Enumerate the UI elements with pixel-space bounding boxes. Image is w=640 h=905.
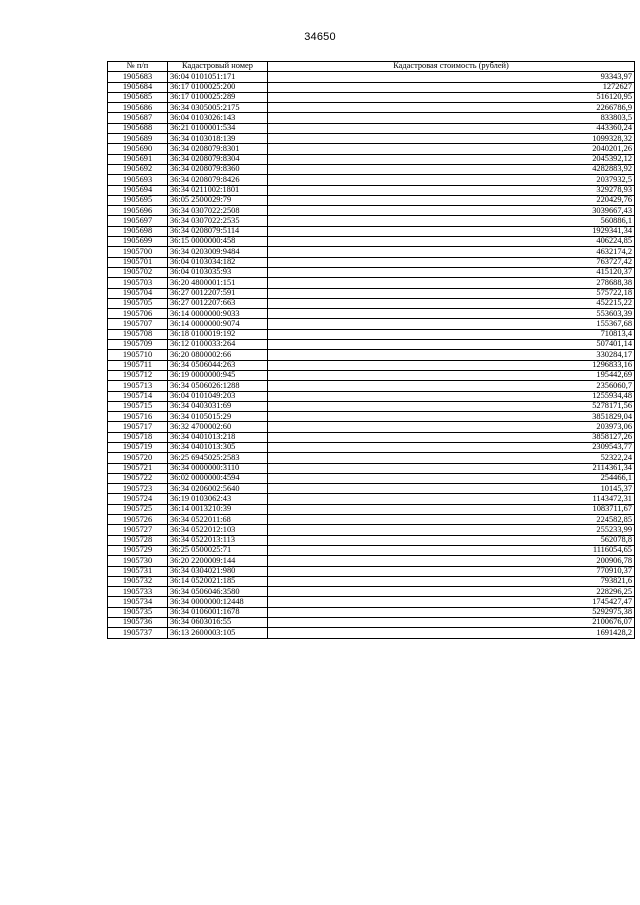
cadastral-number-cell: 36:15 0000000:458 [168, 237, 268, 247]
cadastral-number-cell: 36:27 0012207:591 [168, 288, 268, 298]
cadastral-value-cell: 52322,24 [268, 453, 635, 463]
cadastral-number-cell: 36:20 4800001:151 [168, 278, 268, 288]
cadastral-value-cell: 560886,1 [268, 216, 635, 226]
table-row [108, 587, 635, 597]
cadastral-value-table [107, 61, 635, 639]
cadastral-number-cell: 36:34 0208079:8426 [168, 175, 268, 185]
cadastral-number-cell: 36:34 0401013:218 [168, 432, 268, 442]
table-row [108, 92, 635, 102]
row-index-cell: 1905694 [108, 185, 168, 195]
table-row [108, 360, 635, 370]
cadastral-number-cell: 36:19 0103062:43 [168, 494, 268, 504]
table-row [108, 288, 635, 298]
cadastral-value-cell: 278688,38 [268, 278, 635, 288]
cadastral-number-cell: 36:02 0000000:4594 [168, 473, 268, 483]
row-index-cell: 1905700 [108, 247, 168, 257]
table-row [108, 484, 635, 494]
cadastral-value-cell: 200906,78 [268, 556, 635, 566]
cadastral-value-cell: 203973,06 [268, 422, 635, 432]
cadastral-value-cell: 516120,95 [268, 92, 635, 102]
row-index-cell: 1905689 [108, 134, 168, 144]
cadastral-value-cell: 793821,6 [268, 576, 635, 586]
row-index-cell: 1905723 [108, 484, 168, 494]
cadastral-value-cell: 763727,42 [268, 257, 635, 267]
row-index-cell: 1905683 [108, 72, 168, 82]
row-index-cell: 1905709 [108, 340, 168, 350]
cadastral-number-cell: 36:14 0013210:39 [168, 504, 268, 514]
cadastral-value-cell: 406224,85 [268, 237, 635, 247]
column-header-cadastral-number: Кадастровый номер [168, 62, 268, 72]
cadastral-value-cell: 2040201,26 [268, 144, 635, 154]
row-index-cell: 1905734 [108, 597, 168, 607]
table-row [108, 113, 635, 123]
cadastral-value-cell: 710813,4 [268, 329, 635, 339]
table-row [108, 412, 635, 422]
table-row [108, 556, 635, 566]
table-row [108, 123, 635, 133]
row-index-cell: 1905736 [108, 618, 168, 628]
cadastral-number-cell: 36:34 0206002:5640 [168, 484, 268, 494]
cadastral-number-cell: 36:13 2600003:105 [168, 628, 268, 638]
table-row [108, 607, 635, 617]
cadastral-number-cell: 36:34 0307022:2535 [168, 216, 268, 226]
table-row [108, 247, 635, 257]
cadastral-value-cell: 1272627 [268, 82, 635, 92]
cadastral-number-cell: 36:34 0307022:2508 [168, 206, 268, 216]
row-index-cell: 1905720 [108, 453, 168, 463]
table-row [108, 525, 635, 535]
cadastral-value-cell: 1296833,16 [268, 360, 635, 370]
cadastral-number-cell: 36:34 0401013:305 [168, 442, 268, 452]
table-row [108, 144, 635, 154]
row-index-cell: 1905697 [108, 216, 168, 226]
cadastral-number-cell: 36:34 0105015:29 [168, 412, 268, 422]
table-row [108, 257, 635, 267]
row-index-cell: 1905737 [108, 628, 168, 638]
column-header-index: № п/п [108, 62, 168, 72]
cadastral-number-cell: 36:25 6945025:2583 [168, 453, 268, 463]
table-row [108, 566, 635, 576]
cadastral-number-cell: 36:34 0506046:3580 [168, 587, 268, 597]
table-row [108, 628, 635, 638]
column-header-cadastral-value: Кадастровая стоимость (рублей) [268, 62, 635, 72]
table-row [108, 216, 635, 226]
row-index-cell: 1905726 [108, 515, 168, 525]
row-index-cell: 1905731 [108, 566, 168, 576]
cadastral-value-cell: 10145,37 [268, 484, 635, 494]
cadastral-value-cell: 1083711,67 [268, 504, 635, 514]
cadastral-number-cell: 36:17 0100025:289 [168, 92, 268, 102]
cadastral-number-cell: 36:20 2200009:144 [168, 556, 268, 566]
table-row [108, 442, 635, 452]
cadastral-value-cell: 1099328,32 [268, 134, 635, 144]
cadastral-number-cell: 36:34 0603016:55 [168, 618, 268, 628]
row-index-cell: 1905688 [108, 123, 168, 133]
row-index-cell: 1905713 [108, 381, 168, 391]
table-row [108, 267, 635, 277]
cadastral-number-cell: 36:34 0208079:5114 [168, 226, 268, 236]
table-row [108, 72, 635, 82]
table-row [108, 340, 635, 350]
table-row [108, 432, 635, 442]
cadastral-value-cell: 330284,17 [268, 350, 635, 360]
row-index-cell: 1905714 [108, 391, 168, 401]
page-number: 34650 [304, 31, 336, 43]
cadastral-value-cell: 224582,85 [268, 515, 635, 525]
cadastral-number-cell: 36:25 0500025:71 [168, 545, 268, 555]
table-row [108, 618, 635, 628]
cadastral-value-cell: 4282883,92 [268, 164, 635, 174]
row-index-cell: 1905695 [108, 195, 168, 205]
row-index-cell: 1905703 [108, 278, 168, 288]
cadastral-number-cell: 36:05 2500029:79 [168, 195, 268, 205]
cadastral-value-cell: 452215,22 [268, 298, 635, 308]
cadastral-value-cell: 1745427,47 [268, 597, 635, 607]
cadastral-number-cell: 36:34 0506026:1288 [168, 381, 268, 391]
row-index-cell: 1905698 [108, 226, 168, 236]
row-index-cell: 1905715 [108, 401, 168, 411]
cadastral-number-cell: 36:18 0100019:192 [168, 329, 268, 339]
table-row [108, 576, 635, 586]
row-index-cell: 1905724 [108, 494, 168, 504]
cadastral-number-cell: 36:34 0208079:8301 [168, 144, 268, 154]
cadastral-value-cell: 155367,68 [268, 319, 635, 329]
cadastral-number-cell: 36:34 0522012:103 [168, 525, 268, 535]
row-index-cell: 1905685 [108, 92, 168, 102]
table-row [108, 134, 635, 144]
row-index-cell: 1905727 [108, 525, 168, 535]
row-index-cell: 1905687 [108, 113, 168, 123]
row-index-cell: 1905712 [108, 370, 168, 380]
cadastral-number-cell: 36:14 0000000:9074 [168, 319, 268, 329]
row-index-cell: 1905707 [108, 319, 168, 329]
table-row [108, 370, 635, 380]
cadastral-number-cell: 36:34 0103018:139 [168, 134, 268, 144]
cadastral-value-cell: 575722,18 [268, 288, 635, 298]
cadastral-value-cell: 254466,1 [268, 473, 635, 483]
table-row [108, 298, 635, 308]
row-index-cell: 1905725 [108, 504, 168, 514]
cadastral-number-cell: 36:34 0208079:8360 [168, 164, 268, 174]
table-row [108, 185, 635, 195]
cadastral-value-cell: 228296,25 [268, 587, 635, 597]
cadastral-number-cell: 36:34 0305005:2175 [168, 103, 268, 113]
table-row [108, 237, 635, 247]
table-row [108, 422, 635, 432]
cadastral-number-cell: 36:19 0000000:945 [168, 370, 268, 380]
row-index-cell: 1905732 [108, 576, 168, 586]
cadastral-number-cell: 36:12 0100033:264 [168, 340, 268, 350]
row-index-cell: 1905702 [108, 267, 168, 277]
row-index-cell: 1905735 [108, 607, 168, 617]
cadastral-value-cell: 562078,8 [268, 535, 635, 545]
table-row [108, 329, 635, 339]
cadastral-value-cell: 2356060,7 [268, 381, 635, 391]
cadastral-number-cell: 36:20 0800002:66 [168, 350, 268, 360]
cadastral-number-cell: 36:34 0522013:113 [168, 535, 268, 545]
table-row [108, 278, 635, 288]
cadastral-number-cell: 36:34 0208079:8304 [168, 154, 268, 164]
cadastral-value-cell: 3858127,26 [268, 432, 635, 442]
cadastral-value-cell: 507401,14 [268, 340, 635, 350]
cadastral-value-cell: 4632174,2 [268, 247, 635, 257]
table-row [108, 195, 635, 205]
cadastral-value-cell: 1143472,31 [268, 494, 635, 504]
row-index-cell: 1905691 [108, 154, 168, 164]
cadastral-number-cell: 36:04 0103034:182 [168, 257, 268, 267]
table-row [108, 164, 635, 174]
row-index-cell: 1905705 [108, 298, 168, 308]
cadastral-number-cell: 36:21 0100001:534 [168, 123, 268, 133]
table-row [108, 597, 635, 607]
row-index-cell: 1905706 [108, 309, 168, 319]
cadastral-value-cell: 553603,39 [268, 309, 635, 319]
cadastral-value-cell: 2100676,07 [268, 618, 635, 628]
cadastral-number-cell: 36:32 4700002:60 [168, 422, 268, 432]
cadastral-value-cell: 2309543,77 [268, 442, 635, 452]
cadastral-value-cell: 2266786,9 [268, 103, 635, 113]
cadastral-number-cell: 36:34 0304021:980 [168, 566, 268, 576]
table-row [108, 473, 635, 483]
row-index-cell: 1905716 [108, 412, 168, 422]
cadastral-number-cell: 36:34 0000000:3110 [168, 463, 268, 473]
cadastral-number-cell: 36:14 0000000:9033 [168, 309, 268, 319]
cadastral-value-cell: 1116054,65 [268, 545, 635, 555]
cadastral-number-cell: 36:04 0103035:93 [168, 267, 268, 277]
row-index-cell: 1905733 [108, 587, 168, 597]
row-index-cell: 1905728 [108, 535, 168, 545]
cadastral-value-cell: 5292975,38 [268, 607, 635, 617]
table-row [108, 154, 635, 164]
row-index-cell: 1905708 [108, 329, 168, 339]
cadastral-value-cell: 329278,93 [268, 185, 635, 195]
table-row [108, 206, 635, 216]
cadastral-value-cell: 1691428,2 [268, 628, 635, 638]
row-index-cell: 1905690 [108, 144, 168, 154]
table-row [108, 309, 635, 319]
table-row [108, 319, 635, 329]
cadastral-value-cell: 2045392,12 [268, 154, 635, 164]
cadastral-value-cell: 255233,99 [268, 525, 635, 535]
table-row [108, 226, 635, 236]
cadastral-number-cell: 36:27 0012207:663 [168, 298, 268, 308]
cadastral-number-cell: 36:34 0522011:68 [168, 515, 268, 525]
cadastral-number-cell: 36:34 0106001:1678 [168, 607, 268, 617]
cadastral-number-cell: 36:34 0506044:263 [168, 360, 268, 370]
row-index-cell: 1905729 [108, 545, 168, 555]
cadastral-value-cell: 93343,97 [268, 72, 635, 82]
table-body [108, 72, 635, 638]
cadastral-value-cell: 3039667,43 [268, 206, 635, 216]
cadastral-value-cell: 443360,24 [268, 123, 635, 133]
cadastral-value-cell: 5278171,56 [268, 401, 635, 411]
table-row [108, 175, 635, 185]
cadastral-number-cell: 36:14 0520021:185 [168, 576, 268, 586]
row-index-cell: 1905684 [108, 82, 168, 92]
row-index-cell: 1905692 [108, 164, 168, 174]
table-row [108, 494, 635, 504]
cadastral-number-cell: 36:34 0000000:12448 [168, 597, 268, 607]
cadastral-value-cell: 2114361,34 [268, 463, 635, 473]
row-index-cell: 1905710 [108, 350, 168, 360]
cadastral-number-cell: 36:34 0403031:69 [168, 401, 268, 411]
row-index-cell: 1905719 [108, 442, 168, 452]
table-row [108, 463, 635, 473]
table-row [108, 391, 635, 401]
table-row [108, 535, 635, 545]
cadastral-number-cell: 36:04 0101051:171 [168, 72, 268, 82]
row-index-cell: 1905686 [108, 103, 168, 113]
cadastral-value-cell: 1255934,48 [268, 391, 635, 401]
row-index-cell: 1905722 [108, 473, 168, 483]
cadastral-value-cell: 220429,76 [268, 195, 635, 205]
row-index-cell: 1905699 [108, 237, 168, 247]
cadastral-value-cell: 1929341,34 [268, 226, 635, 236]
cadastral-value-cell: 2037932,5 [268, 175, 635, 185]
table-row [108, 401, 635, 411]
cadastral-number-cell: 36:34 0203009:9484 [168, 247, 268, 257]
cadastral-value-cell: 833803,5 [268, 113, 635, 123]
row-index-cell: 1905693 [108, 175, 168, 185]
table-row [108, 515, 635, 525]
cadastral-value-cell: 3851829,04 [268, 412, 635, 422]
cadastral-value-cell: 415120,37 [268, 267, 635, 277]
row-index-cell: 1905711 [108, 360, 168, 370]
row-index-cell: 1905704 [108, 288, 168, 298]
cadastral-number-cell: 36:04 0101049:203 [168, 391, 268, 401]
cadastral-value-cell: 770910,37 [268, 566, 635, 576]
table-row [108, 545, 635, 555]
table-header-row [108, 62, 635, 72]
table-row [108, 453, 635, 463]
row-index-cell: 1905721 [108, 463, 168, 473]
table-row [108, 381, 635, 391]
cadastral-value-cell: 195442,69 [268, 370, 635, 380]
row-index-cell: 1905701 [108, 257, 168, 267]
row-index-cell: 1905730 [108, 556, 168, 566]
row-index-cell: 1905718 [108, 432, 168, 442]
row-index-cell: 1905696 [108, 206, 168, 216]
table-row [108, 350, 635, 360]
cadastral-number-cell: 36:17 0100025:200 [168, 82, 268, 92]
cadastral-number-cell: 36:34 0211002:1801 [168, 185, 268, 195]
cadastral-number-cell: 36:04 0103026:143 [168, 113, 268, 123]
table-row [108, 504, 635, 514]
table-row [108, 82, 635, 92]
table-row [108, 103, 635, 113]
row-index-cell: 1905717 [108, 422, 168, 432]
